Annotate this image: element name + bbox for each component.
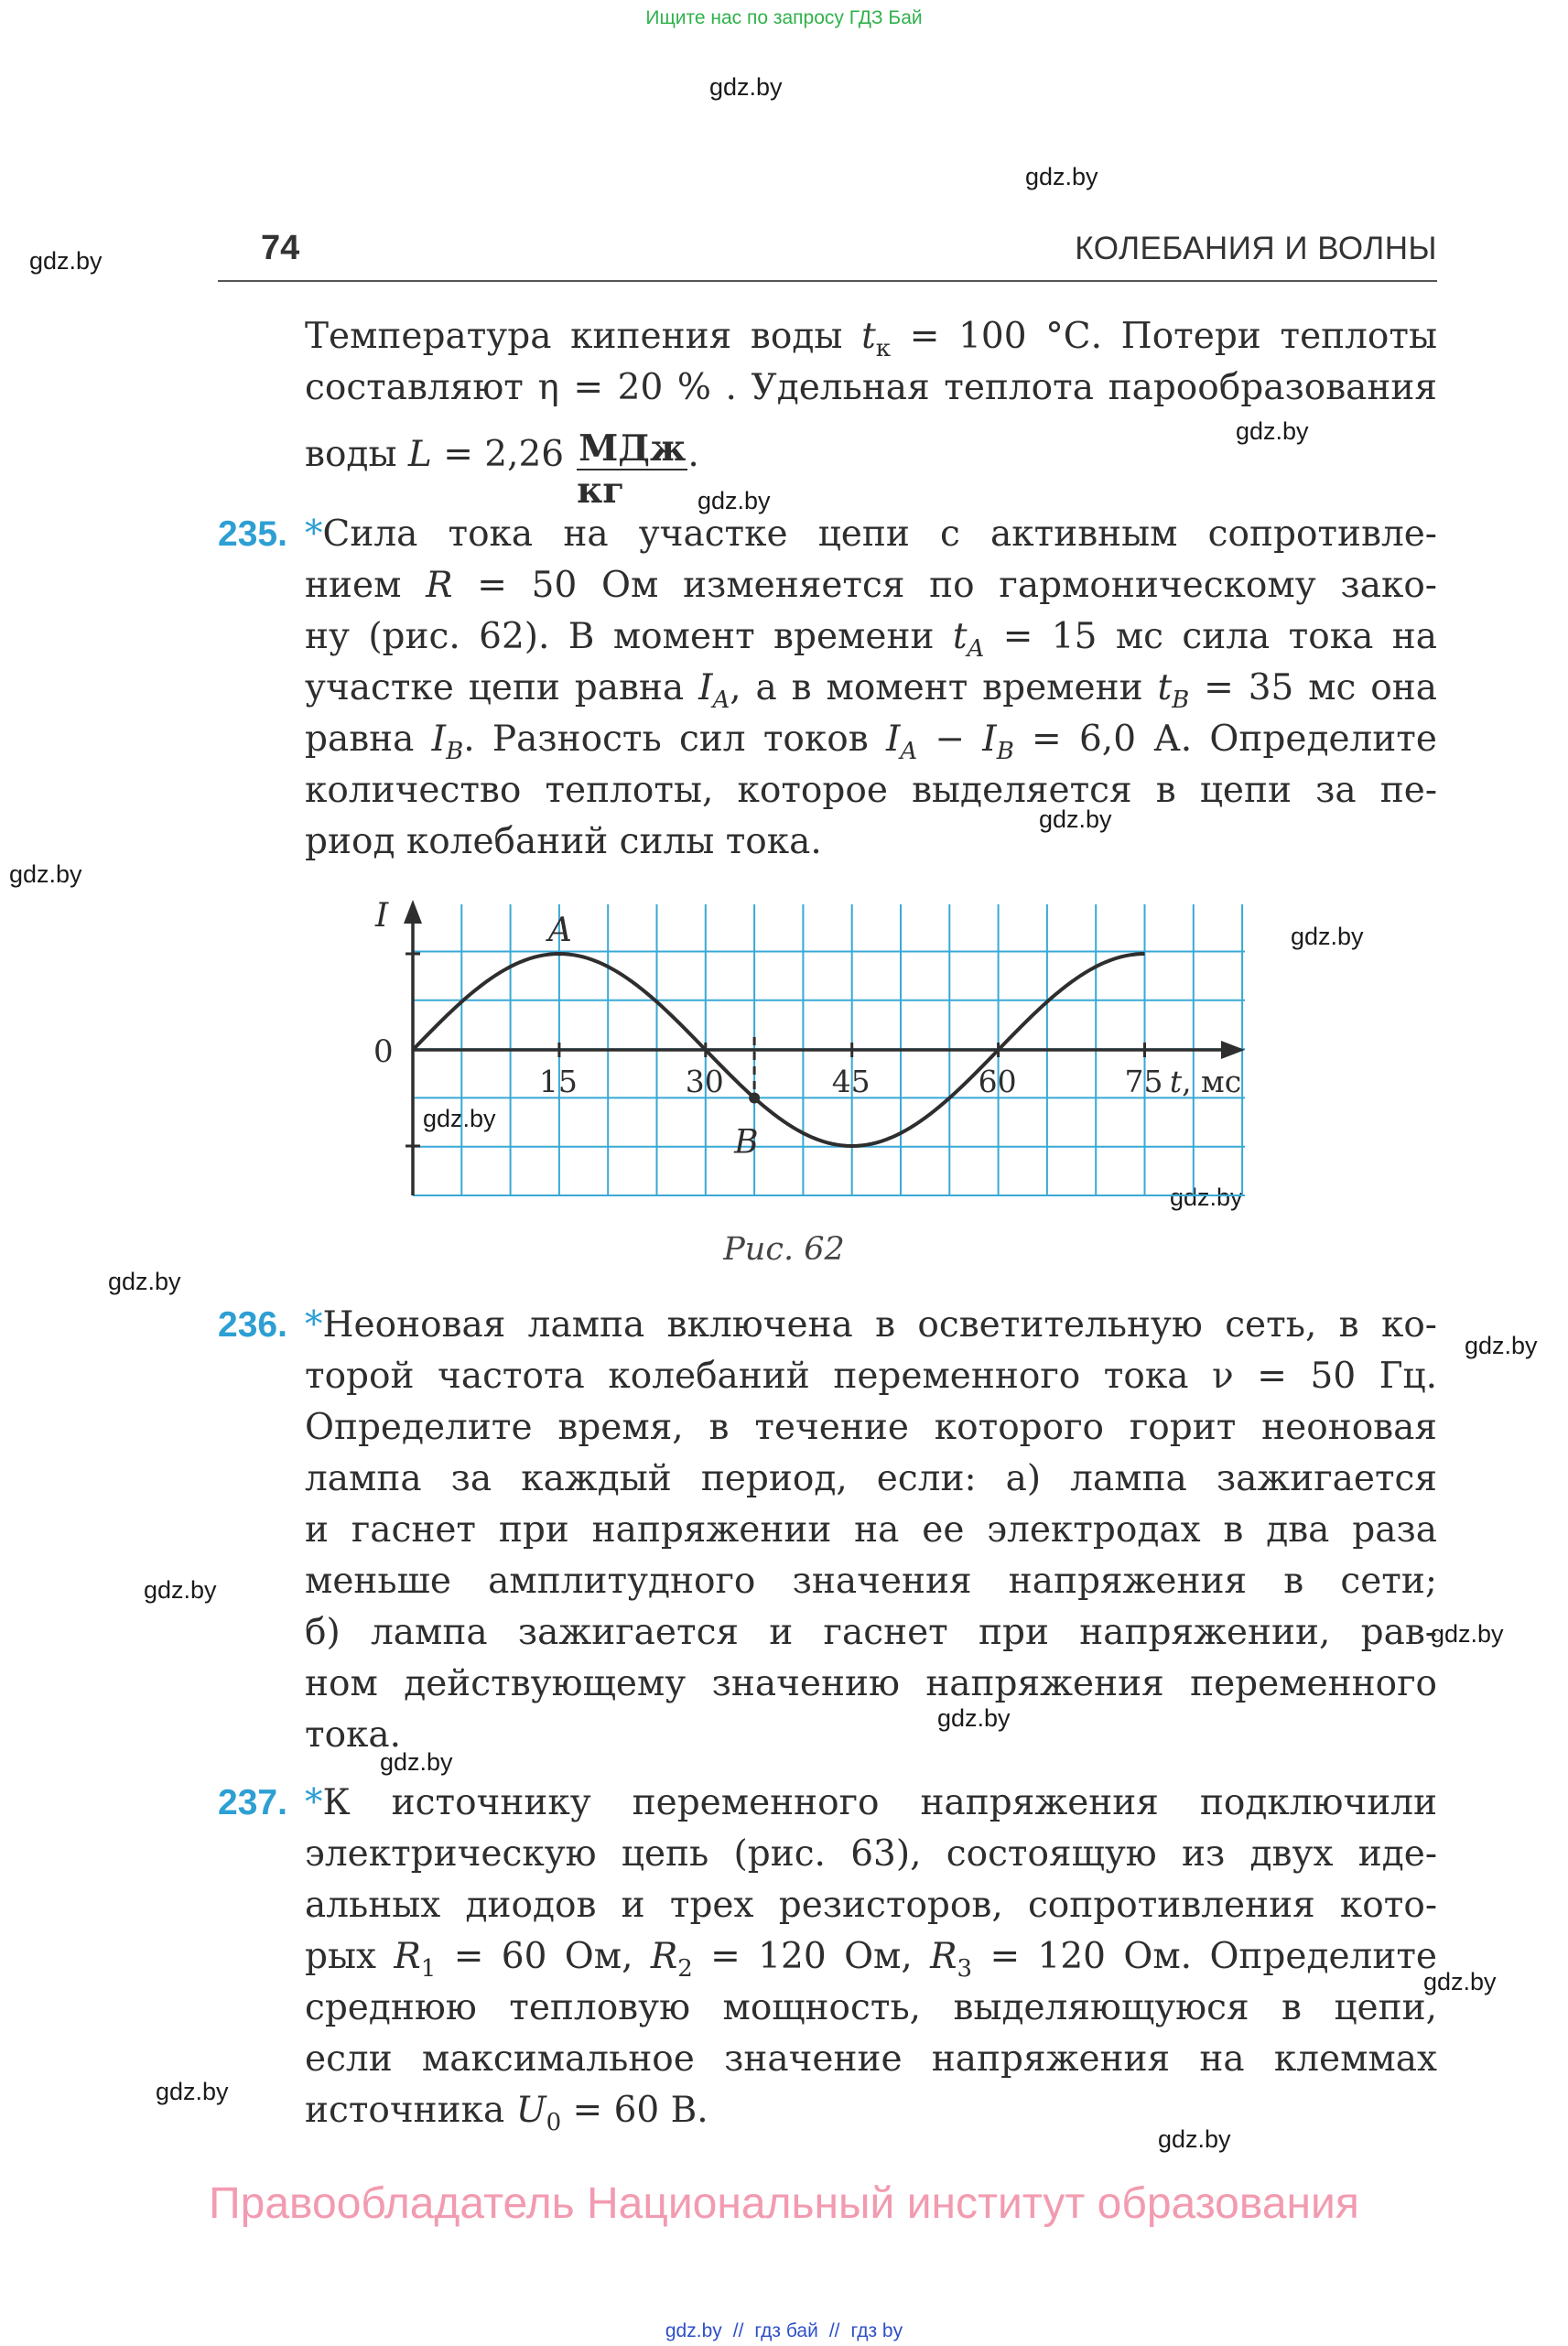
text: Сила тока на участке цепи с активным сопротивле- <box>322 514 1437 555</box>
text: воды <box>305 434 408 475</box>
math-var: I <box>885 719 901 760</box>
text: = 100 °С. Потери теплоты <box>891 316 1438 357</box>
x-tick-label: 60 <box>978 1064 1017 1099</box>
text: = 60 В. <box>561 2090 708 2131</box>
watermark: gdz.by <box>1170 1184 1243 1211</box>
chart-x-label-unit: , мс <box>1182 1064 1242 1099</box>
text: = 2,26 <box>431 434 565 475</box>
text: Температура кипения воды <box>305 316 862 357</box>
text-line <box>305 2085 1437 2136</box>
point-a-label: A <box>547 912 572 949</box>
math-var: R <box>650 1936 678 1977</box>
chart-x-label <box>1170 1064 1241 1099</box>
point-b-label: B <box>734 1123 759 1162</box>
header-rule <box>218 280 1437 282</box>
watermark: gdz.by <box>108 1268 181 1295</box>
footer-links <box>0 2320 1568 2342</box>
text-line: количество теплоты, которое выделяется в цепи за пе- <box>305 770 1437 811</box>
x-tick-label: 30 <box>685 1064 724 1099</box>
y-axis-arrow <box>404 900 422 924</box>
text-line: торой частота колебаний переменного тока ν = 50 Гц. <box>305 1356 1437 1397</box>
math-var: t <box>952 616 968 657</box>
top-banner[interactable]: Ищите нас по запросу ГДЗ Бай <box>645 7 923 28</box>
text: Неоновая лампа включена в осветительную сеть, в ко- <box>322 1304 1437 1346</box>
math-var: I <box>431 719 447 760</box>
text-line <box>305 509 1437 560</box>
footer-separator: // <box>828 2320 840 2341</box>
text: ну (рис. 62). В момент времени <box>305 616 953 657</box>
watermark: gdz.by <box>29 247 103 275</box>
math-sub: к <box>875 335 892 362</box>
text: . <box>687 434 699 475</box>
page-number: 74 <box>261 229 300 267</box>
text: = 120 Ом, <box>692 1936 931 1977</box>
math-sub: 2 <box>677 1955 693 1983</box>
watermark: gdz.by <box>937 1704 1011 1732</box>
footer-link-gdz-by[interactable]: gdz.by <box>665 2320 722 2341</box>
problem-number: 235. <box>218 514 287 554</box>
figure-62-chart <box>348 879 1281 1208</box>
text-line: и гаснет при напряжении на ее электродах в два раза <box>305 1509 1437 1551</box>
star-icon: * <box>305 1304 323 1346</box>
math-var: I <box>982 719 997 760</box>
watermark: gdz.by <box>1039 805 1112 833</box>
text-line: б) лампа зажигается и гаснет при напряжении, рав- <box>305 1612 1437 1653</box>
math-var: L <box>407 434 432 475</box>
text: рых <box>305 1936 395 1977</box>
math-sub: A <box>900 738 918 765</box>
star-icon: * <box>305 1782 323 1823</box>
text: . Разность сил токов <box>463 719 886 760</box>
fraction <box>577 428 687 511</box>
math-sub: 0 <box>546 2109 562 2136</box>
watermark: gdz.by <box>1423 1968 1497 1995</box>
running-head: КОЛЕБАНИЯ И ВОЛНЫ <box>1075 231 1437 266</box>
fraction-numerator: МДж <box>579 427 687 470</box>
text: источника <box>305 2090 516 2131</box>
text-line <box>305 1778 1437 1829</box>
math-var: t <box>861 316 876 357</box>
text-line: тока. <box>305 1714 402 1756</box>
text: − <box>917 719 983 760</box>
x-tick-label: 45 <box>831 1064 871 1099</box>
footer-link-gdz-by-alt[interactable]: гдз by <box>850 2320 903 2341</box>
math-sub: B <box>996 738 1014 765</box>
fraction-denominator: кг <box>577 470 625 512</box>
text-line: среднюю тепловую мощность, выделяющуюся в цепи, <box>305 1987 1437 2028</box>
text: = 50 Ом изменяется по гармоническому зако- <box>452 565 1437 606</box>
figure-caption: Рис. 62 <box>723 1231 845 1268</box>
text: = 120 Ом. Определите <box>972 1936 1437 1977</box>
text-line: Определите время, в течение которого горит неоновая <box>305 1407 1437 1448</box>
math-sub: 3 <box>957 1955 973 1983</box>
text: = 35 мс она <box>1189 667 1437 708</box>
math-var: t <box>1157 667 1173 708</box>
math-var: R <box>930 1936 957 1977</box>
problem-number: 237. <box>218 1783 287 1822</box>
text: равна <box>305 719 432 760</box>
watermark: gdz.by <box>156 2078 229 2105</box>
text-line: лампа за каждый период, если: а) лампа зажигается <box>305 1458 1437 1499</box>
watermark: gdz.by <box>697 487 771 514</box>
text-line <box>305 311 1437 362</box>
footer-separator: // <box>732 2320 744 2341</box>
math-sub: B <box>1172 687 1190 714</box>
text-line: меньше амплитудного значения напряжения в сети; <box>305 1561 1437 1602</box>
text: К источнику переменного напряжения подключили <box>322 1782 1437 1823</box>
text-line: составляют η = 20 % . Удельная теплота парообразования <box>305 367 1437 408</box>
math-sub: A <box>967 635 985 663</box>
rights-holder-notice: Правообладатель Национальный институт образования <box>209 2179 1359 2228</box>
text-line <box>305 714 1437 765</box>
text-line: риод колебаний силы тока. <box>305 821 822 862</box>
watermark: gdz.by <box>709 73 783 101</box>
watermark: gdz.by <box>1236 417 1309 445</box>
watermark: gdz.by <box>1158 2125 1231 2153</box>
footer-link-gdz-bai[interactable]: гдз бай <box>754 2320 818 2341</box>
text: нием <box>305 565 427 606</box>
text: = 15 мс сила тока на <box>984 616 1437 657</box>
math-var: R <box>426 565 453 606</box>
text-line: если максимальное значение напряжения на клеммах <box>305 2038 1437 2080</box>
text-line: ном действующему значению напряжения переменного <box>305 1663 1437 1704</box>
text-line <box>305 663 1437 714</box>
text-line <box>305 560 1437 611</box>
x-tick-label: 15 <box>538 1064 578 1099</box>
problem-number: 236. <box>218 1305 287 1345</box>
math-sub: 1 <box>420 1955 437 1983</box>
star-icon: * <box>305 514 323 555</box>
chart-y-label: I <box>375 897 389 935</box>
text-line <box>305 611 1437 663</box>
text: = 6,0 А. Определите <box>1013 719 1437 760</box>
point-b-marker <box>749 1093 760 1104</box>
chart-origin-label: 0 <box>373 1033 394 1070</box>
chart-x-label-var: t <box>1169 1064 1183 1099</box>
text-line: альных диодов и трех резисторов, сопротивления кото- <box>305 1885 1437 1926</box>
text: участке цепи равна <box>305 667 699 708</box>
watermark: gdz.by <box>380 1748 453 1776</box>
text: , а в момент времени <box>730 667 1158 708</box>
chart-axes <box>404 900 1245 1195</box>
x-tick-label: 75 <box>1124 1064 1163 1099</box>
watermark: gdz.by <box>9 860 82 888</box>
watermark: gdz.by <box>1465 1332 1538 1359</box>
text-line <box>305 1931 1437 1983</box>
math-sub: B <box>446 738 464 765</box>
watermark: gdz.by <box>144 1576 217 1604</box>
watermark: gdz.by <box>423 1105 496 1132</box>
watermark: gdz.by <box>1025 163 1098 190</box>
math-var: I <box>698 667 713 708</box>
text: = 60 Ом, <box>436 1936 651 1977</box>
math-var: R <box>394 1936 421 1977</box>
math-var: U <box>515 2090 546 2131</box>
watermark: gdz.by <box>1291 923 1364 950</box>
watermark: gdz.by <box>1431 1620 1504 1648</box>
text-line: электрическую цепь (рис. 63), состоящую из двух иде- <box>305 1833 1437 1875</box>
math-sub: A <box>712 687 730 714</box>
text-line <box>305 1300 1437 1351</box>
